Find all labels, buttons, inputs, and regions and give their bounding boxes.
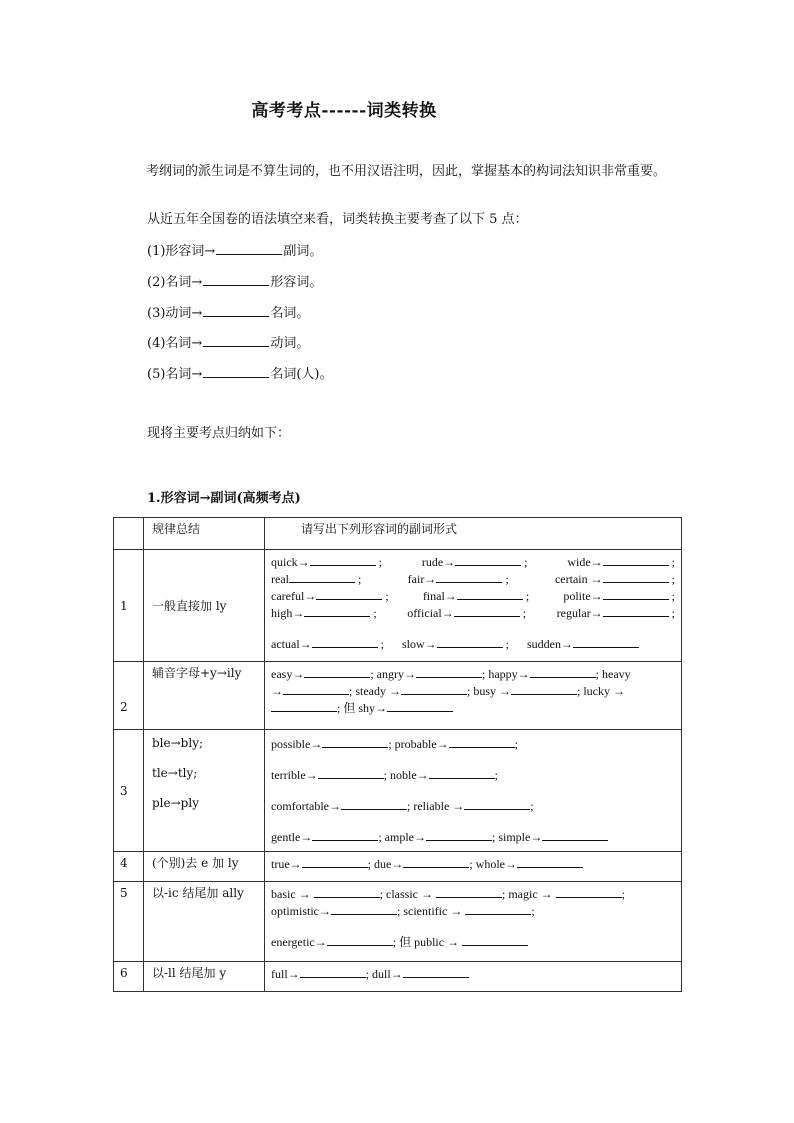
row-rule: 以-ic 结尾加 ally (144, 882, 265, 962)
table-header-num (114, 518, 144, 550)
example-line: true→ ; due→ ; whole→ (271, 855, 675, 872)
example-line: possible→ ; probable→ ; (271, 737, 519, 751)
answer-blank[interactable] (300, 965, 366, 978)
intro-item-2: (2)名词→ 形容词。 (147, 272, 322, 292)
example-line: basic → ; classic → ; magic → ; (271, 887, 625, 901)
answer-blank[interactable] (341, 797, 407, 810)
row-rule: 以-ll 结尾加 y (144, 962, 265, 992)
example-line: terrible→ ; noble→ ; (271, 768, 498, 782)
answer-blank[interactable] (203, 333, 269, 347)
answer-blank[interactable] (426, 828, 492, 841)
example-line: real ; fair→ ; certain → ; (271, 572, 675, 586)
answer-blank[interactable] (327, 933, 393, 946)
table-row (114, 550, 682, 662)
row-number: 6 (114, 962, 144, 992)
answer-blank[interactable] (542, 828, 608, 841)
answer-blank[interactable] (316, 587, 382, 600)
row-rule: 一般直接加 ly (144, 550, 265, 662)
answer-blank[interactable] (203, 272, 269, 286)
example-line: ; 但 shy→ (271, 699, 675, 716)
table-row (114, 882, 682, 962)
example-line: gentle→ ; ample→ ; simple→ (271, 828, 675, 845)
answer-blank[interactable] (449, 735, 515, 748)
answer-blank[interactable] (603, 570, 669, 583)
row-examples (265, 550, 682, 662)
answer-blank[interactable] (436, 570, 502, 583)
intro-item-5: (5)名词→ 名词(人)。 (147, 364, 332, 384)
example-line: high→ ; official→ ; regular→ ; (271, 606, 675, 620)
answer-blank[interactable] (401, 682, 467, 695)
row-examples (265, 852, 682, 882)
answer-blank[interactable] (530, 665, 596, 678)
table-row (114, 962, 682, 992)
answer-blank[interactable] (457, 587, 523, 600)
table-header-rule: 规律总结 (144, 518, 265, 550)
row-number: 5 (114, 882, 144, 962)
answer-blank[interactable] (304, 665, 370, 678)
answer-blank[interactable] (603, 587, 669, 600)
answer-blank[interactable] (517, 855, 583, 868)
example-line: energetic→ ; 但 public → (271, 933, 675, 950)
answer-blank[interactable] (216, 241, 282, 255)
intro-paragraph-3: 现将主要考点归纳如下： (147, 426, 291, 441)
example-line: → ; steady → ; busy → ; lucky → (271, 684, 626, 698)
example-line: easy→ ; angry→ ; happy→ ; heavy (271, 667, 631, 681)
answer-blank[interactable] (403, 965, 469, 978)
answer-blank[interactable] (322, 735, 388, 748)
row-number: 3 (114, 730, 144, 852)
table-header-examples: 请写出下列形容词的副词形式 (265, 518, 682, 550)
conversion-table (113, 517, 682, 992)
answer-blank[interactable] (302, 855, 368, 868)
intro-item-1: (1)形容词→ 副词。 (147, 241, 322, 261)
example-line: full→ ; dull→ (271, 965, 675, 982)
answer-blank[interactable] (203, 303, 269, 317)
row-number: 1 (114, 550, 144, 662)
answer-blank[interactable] (462, 933, 528, 946)
answer-blank[interactable] (436, 885, 502, 898)
answer-blank[interactable] (203, 364, 269, 378)
answer-blank[interactable] (271, 699, 337, 712)
answer-blank[interactable] (603, 604, 669, 617)
answer-blank[interactable] (429, 766, 495, 779)
row-examples (265, 882, 682, 962)
row-rule: ble→bly; tle→tly; ple→ply (144, 730, 265, 852)
answer-blank[interactable] (437, 635, 503, 648)
answer-blank[interactable] (403, 855, 469, 868)
answer-blank[interactable] (455, 553, 521, 566)
answer-blank[interactable] (573, 635, 639, 648)
answer-blank[interactable] (289, 570, 355, 583)
answer-blank[interactable] (464, 797, 530, 810)
answer-blank[interactable] (304, 604, 370, 617)
answer-blank[interactable] (511, 682, 577, 695)
answer-blank[interactable] (454, 604, 520, 617)
table-row (114, 852, 682, 882)
answer-blank[interactable] (310, 553, 376, 566)
row-rule: (个别)去 e 加 ly (144, 852, 265, 882)
section-title: 1.形容词→副词(高频考点) (147, 491, 301, 506)
row-rule: 辅音字母+y→ily (144, 662, 265, 730)
answer-blank[interactable] (314, 885, 380, 898)
intro-text-1: 考纲词的派生词是不算生词的，也不用汉语注明，因此，掌握基本的构词法知识非常重要。 (146, 164, 667, 179)
answer-blank[interactable] (465, 902, 531, 915)
answer-blank[interactable] (312, 828, 378, 841)
intro-item-4: (4)名词→ 动词。 (147, 333, 309, 353)
answer-blank[interactable] (331, 902, 397, 915)
example-line: careful→ ; final→ ; polite→ ; (271, 589, 675, 603)
row-number: 4 (114, 852, 144, 882)
example-line: optimistic→ ; scientific → ; (271, 904, 535, 918)
example-line: actual→ ; slow→ ; sudden→ (271, 635, 675, 652)
intro-paragraph-2: 从近五年全国卷的语法填空来看，词类转换主要考查了以下 5 点： (147, 212, 528, 227)
example-line: comfortable→ ; reliable → ; (271, 799, 534, 813)
row-examples (265, 962, 682, 992)
intro-paragraph-1 (120, 162, 680, 182)
answer-blank[interactable] (416, 665, 482, 678)
table-row (114, 662, 682, 730)
table-header-row (114, 518, 682, 550)
answer-blank[interactable] (283, 682, 349, 695)
table-row (114, 730, 682, 852)
row-examples (265, 730, 682, 852)
answer-blank[interactable] (312, 635, 378, 648)
answer-blank[interactable] (556, 885, 622, 898)
intro-item-3: (3)动词→ 名词。 (147, 303, 309, 323)
page-title: 高考考点------词类转换 (251, 101, 437, 121)
row-examples (265, 662, 682, 730)
row-number: 2 (114, 662, 144, 730)
answer-blank[interactable] (603, 553, 669, 566)
answer-blank[interactable] (387, 699, 453, 712)
example-line: quick→ ; rude→ ; wide→ ; (271, 555, 675, 569)
answer-blank[interactable] (318, 766, 384, 779)
